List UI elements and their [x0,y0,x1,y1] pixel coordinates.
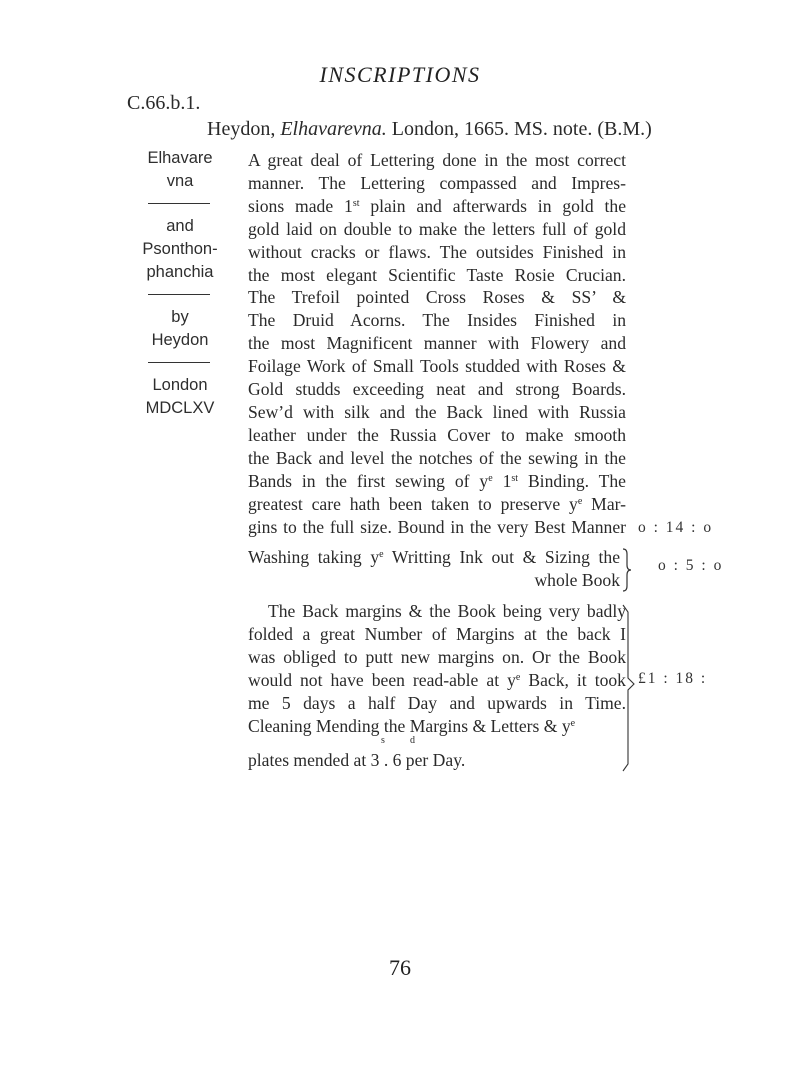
side-label: by [171,308,189,326]
text-line: folded a great Number of Margins at the back I [248,623,626,644]
text-line: the Back and level the notches of the sewing in the [248,447,626,468]
text-line: gins to the full size. Bound in the very Best Manner [248,516,626,537]
text-line: whole Book [534,569,620,590]
text-line: The Trefoil pointed Cross Roses & SS’ & [248,287,626,308]
text-line: Foilage Work of Small Tools studded with Roses & [248,356,626,377]
text-line: sions made 1st plain and afterwards in gold the [248,195,627,216]
page-number: 76 [389,955,411,980]
washing-entry [248,546,620,592]
margins-paragraph [248,600,626,772]
text-line: Washing taking $y^e$ Writting Ink out & Sizing the [248,547,621,567]
citation-author: Heydon, [207,118,276,140]
shillings-mark: s [381,735,385,746]
side-label: London [152,376,208,394]
divider [148,203,210,204]
divider [148,294,210,295]
citation [207,118,652,141]
pence-mark: d [410,735,415,746]
citation-title: Elhavarevna. [280,118,387,140]
text-line: Gold studds exceeding neat and strong Boards. [248,379,626,400]
amount-washing: o : 5 : o [658,557,724,574]
side-label: Heydon [151,331,209,349]
text-line: Sew’d with silk and the Back lined with Russia [248,401,626,422]
text-line: greatest care hath been taken to preserve $y^e$ Mar- [248,493,626,514]
citation-rest: London, 1665. MS. note. (B.M.) [391,118,652,140]
side-label: phanchia [146,263,214,281]
text-line: Cleaning Mending the Margins & Letters & $y^e$ [248,715,576,736]
text-line: me 5 days a half Day and upwards in Time. [248,692,626,713]
text-line: leather under the Russia Cover to make smooth [248,424,626,445]
amount-margins: £1 : 18 : [638,670,708,687]
text-line: The Druid Acorns. The Insides Finished in [248,310,626,331]
text-line: was obliged to putt new margins on. Or the Book [248,646,626,667]
body-paragraph [248,149,626,538]
text-line: The Back margins & the Book being very badly [268,601,626,621]
brace-margins [622,604,636,772]
text-line: would not have been read-able at $y^e$ Back, it took [248,669,626,690]
side-label: and [166,217,194,235]
side-label: vna [166,172,194,190]
side-label: MDCLXV [145,399,215,417]
side-label: Elhavare [147,149,213,167]
text-line: gold laid on double to make the letters full of gold [248,218,626,239]
running-head: INSCRIPTIONS [319,62,481,87]
text-line: the most elegant Scientific Taste Rosie Crucian. [248,264,626,285]
divider [148,362,210,363]
brace-washing [622,548,634,592]
text-line: Bands in the first sewing of $y^e$ 1st Binding. The [248,470,626,491]
shelfmark: C.66.b.1. [127,92,201,114]
side-label: Psonthon- [142,240,218,258]
amount-binding: o : 14 : o [638,519,714,536]
text-line: manner. The Lettering compassed and Impres- [248,172,626,193]
text-line: plates mended at 3 . 6 per Day. [248,750,466,771]
text-line: without cracks or flaws. The outsides Finished in [248,241,626,262]
text-line: A great deal of Lettering done in the most correct [248,150,626,170]
text-line: the most Magnificent manner with Flowery and [248,333,626,354]
